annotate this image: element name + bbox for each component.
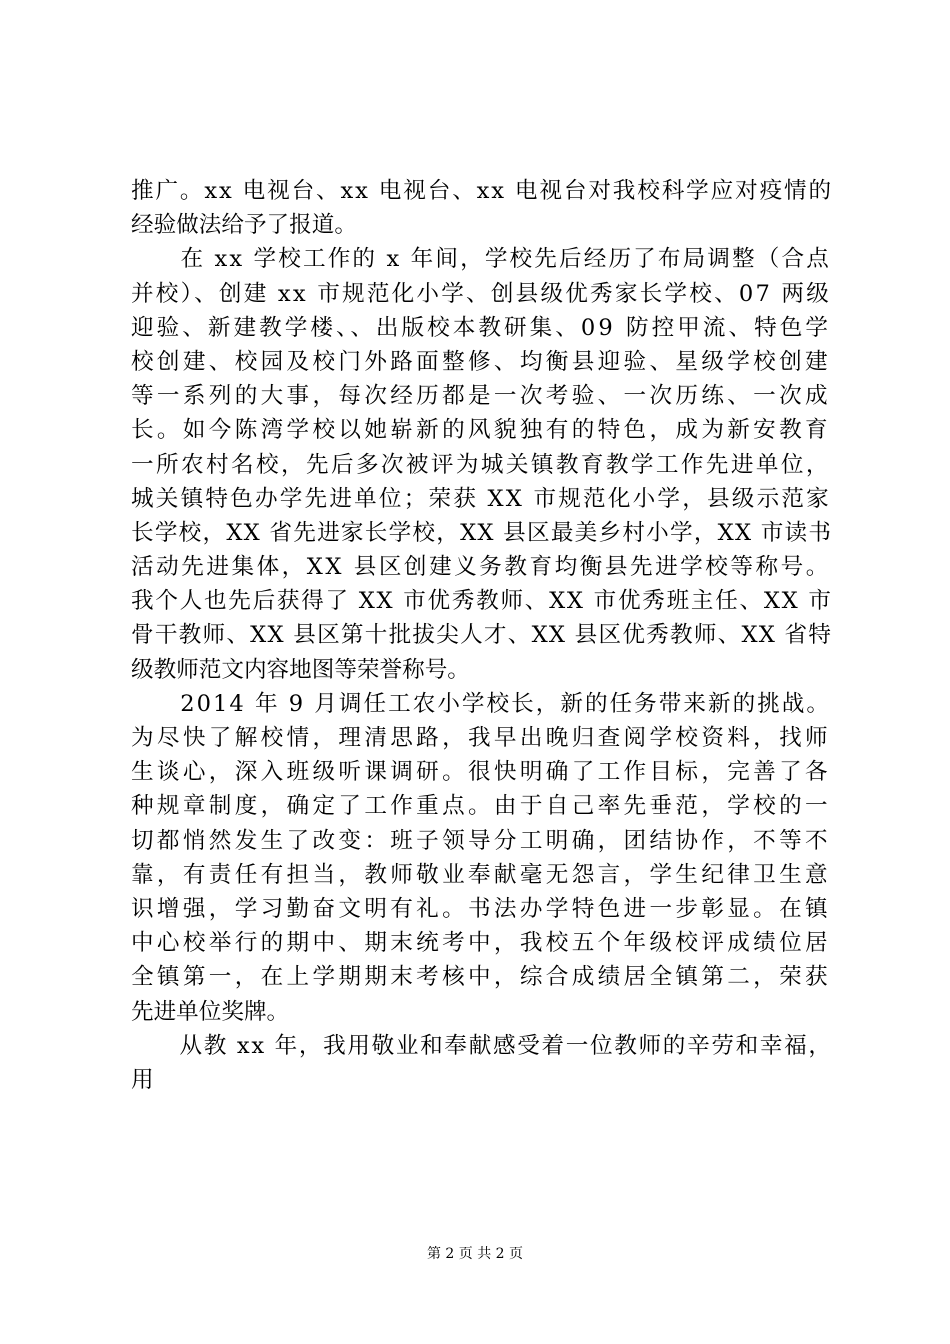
text-line: 我个人也先后获得了 XX 市优秀教师、XX 市优秀班主任、XX 市 — [131, 588, 833, 615]
text-line: 先进单位奖牌。 — [131, 998, 290, 1025]
text-line: 长学校，XX 省先进家长学校，XX 县区最美乡村小学，XX 市读书 — [131, 519, 833, 546]
text-line: 校创建、校园及校门外路面整修、均衡县迎验、星级学校创建 — [131, 348, 831, 375]
page-footer: 第 2 页 共 2 页 — [426, 1246, 524, 1262]
body-text — [131, 174, 831, 1097]
text-line: 活动先进集体，XX 县区创建义务教育均衡县先进学校等称号。 — [131, 554, 831, 581]
text-line: 生谈心，深入班级听课调研。很快明确了工作目标，完善了各 — [131, 759, 831, 786]
text-line: 从教 xx 年，我用敬业和奉献感受着一位教师的辛劳和幸福， — [131, 1032, 833, 1059]
text-line: 推广。xx 电视台、xx 电视台、xx 电视台对我校科学应对疫情的 — [131, 178, 833, 204]
text-line: 靠，有责任有担当，教师敬业奉献毫无怨言，学生纪律卫生意 — [131, 861, 831, 888]
text-line: 全镇第一，在上学期期末考核中，综合成绩居全镇第二，荣获 — [131, 964, 831, 991]
text-line: 等一系列的大事，每次经历都是一次考验、一次历练、一次成 — [131, 383, 831, 410]
text-line: 在 xx 学校工作的 x 年间，学校先后经历了布局调整（合点 — [131, 246, 831, 273]
text-line: 经验做法给予了报道。 — [131, 212, 357, 239]
text-line: 城关镇特色办学先进单位；荣获 XX 市规范化小学，县级示范家 — [131, 485, 831, 512]
text-line: 迎验、新建教学楼、、出版校本教研集、09 防控甲流、特色学 — [131, 314, 831, 341]
text-line: 种规章制度，确定了工作重点。由于自己率先垂范，学校的一 — [131, 793, 831, 820]
text-line: 用 — [131, 1066, 154, 1093]
text-line: 长。如今陈湾学校以她崭新的风貌独有的特色，成为新安教育 — [131, 417, 831, 444]
text-line: 为尽快了解校情，理清思路，我早出晚归查阅学校资料，找师 — [131, 725, 831, 751]
text-line: 2014 年 9 月调任工农小学校长，新的任务带来新的挑战。 — [131, 690, 831, 717]
text-line: 一所农村名校，先后多次被评为城关镇教育教学工作先进单位， — [131, 451, 831, 478]
text-line: 级教师范文内容地图等荣誉称号。 — [131, 656, 470, 683]
text-line: 中心校举行的期中、期末统考中，我校五个年级校评成绩位居 — [131, 930, 831, 957]
text-line: 切都悄然发生了改变：班子领导分工明确，团结协作，不等不 — [131, 827, 831, 854]
text-line: 并校）、创建 xx 市规范化小学、创县级优秀家长学校、07 两级 — [131, 280, 832, 307]
text-line: 识增强，学习勤奋文明有礼。书法办学特色进一步彰显。在镇 — [131, 895, 831, 922]
text-line: 骨干教师、XX 县区第十批拔尖人才、XX 县区优秀教师、XX 省特 — [131, 622, 833, 649]
